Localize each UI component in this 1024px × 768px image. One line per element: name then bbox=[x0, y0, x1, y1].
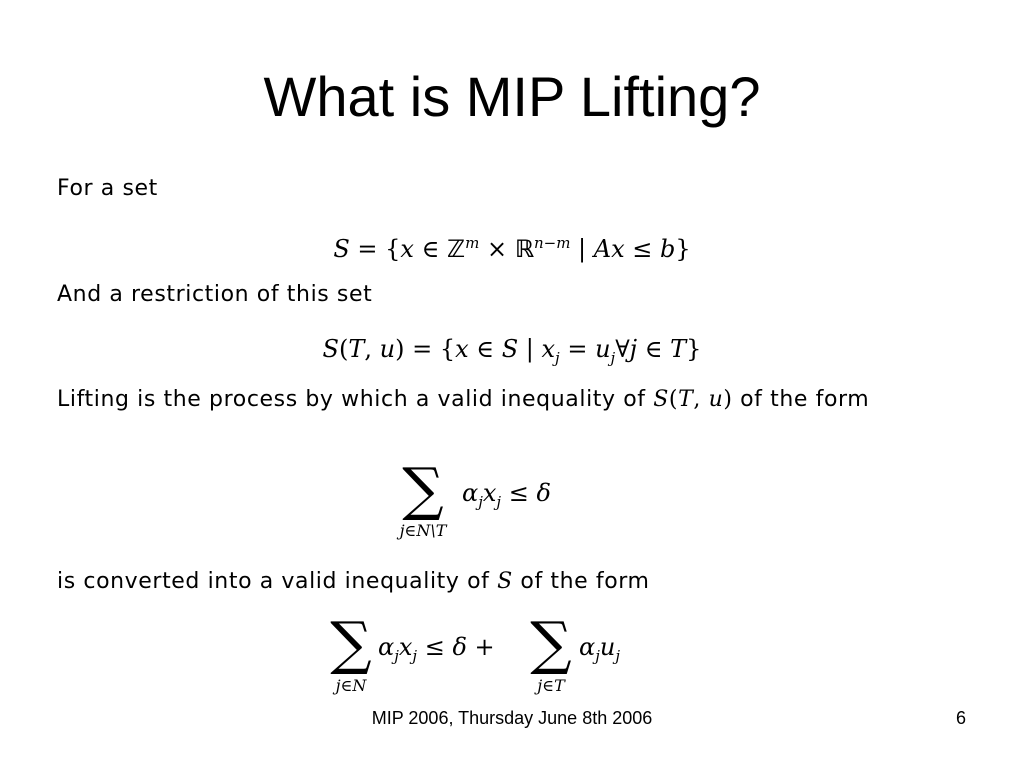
summation-symbol: ∑ bbox=[402, 455, 444, 523]
summation-symbol-left: ∑ bbox=[330, 609, 372, 677]
summation-index-right: j∈T bbox=[537, 676, 565, 695]
inline-math-restricted-set: S(T, u) bbox=[653, 387, 733, 412]
paragraph-restriction: And a restriction of this set bbox=[57, 282, 373, 307]
converted-text-after: of the form bbox=[520, 569, 650, 594]
summation-symbol-right: ∑ bbox=[530, 609, 572, 677]
inequality-body: $\alpha_jx_j \le \delta$ bbox=[462, 479, 551, 511]
inline-math-set: S bbox=[497, 569, 513, 594]
summation-index-left: j∈N bbox=[335, 676, 367, 695]
summation-index: j∈N\T bbox=[399, 521, 447, 540]
footer-event: MIP 2006, Thursday June 8th 2006 bbox=[371, 708, 653, 728]
equation-restriction: S(T, u) = {x ∈ S | $x_j$ = $u_j\forall j$ ∈ T} bbox=[322, 335, 702, 367]
inequality-body-left: $\alpha_jx_j \le \delta$ + bbox=[378, 633, 495, 665]
paragraph-lifting-definition bbox=[57, 384, 969, 416]
footer-page-number: 6 bbox=[955, 708, 966, 728]
paragraph-converted bbox=[57, 566, 969, 598]
equation-set-definition: S = {x ∈ ℤ$^m$ × ℝ$^{n-m}$ | Ax ≤ b} bbox=[333, 234, 691, 263]
lifting-text-before: Lifting is the process by which a valid inequality of bbox=[57, 387, 646, 412]
slide-title: What is MIP Lifting? bbox=[263, 65, 761, 128]
lifting-text-after: of the form bbox=[740, 387, 870, 412]
inequality-body-right: $\alpha_ju_j$ bbox=[579, 633, 620, 665]
converted-text-before: is converted into a valid inequality of bbox=[57, 569, 490, 594]
paragraph-for-a-set: For a set bbox=[57, 176, 158, 201]
